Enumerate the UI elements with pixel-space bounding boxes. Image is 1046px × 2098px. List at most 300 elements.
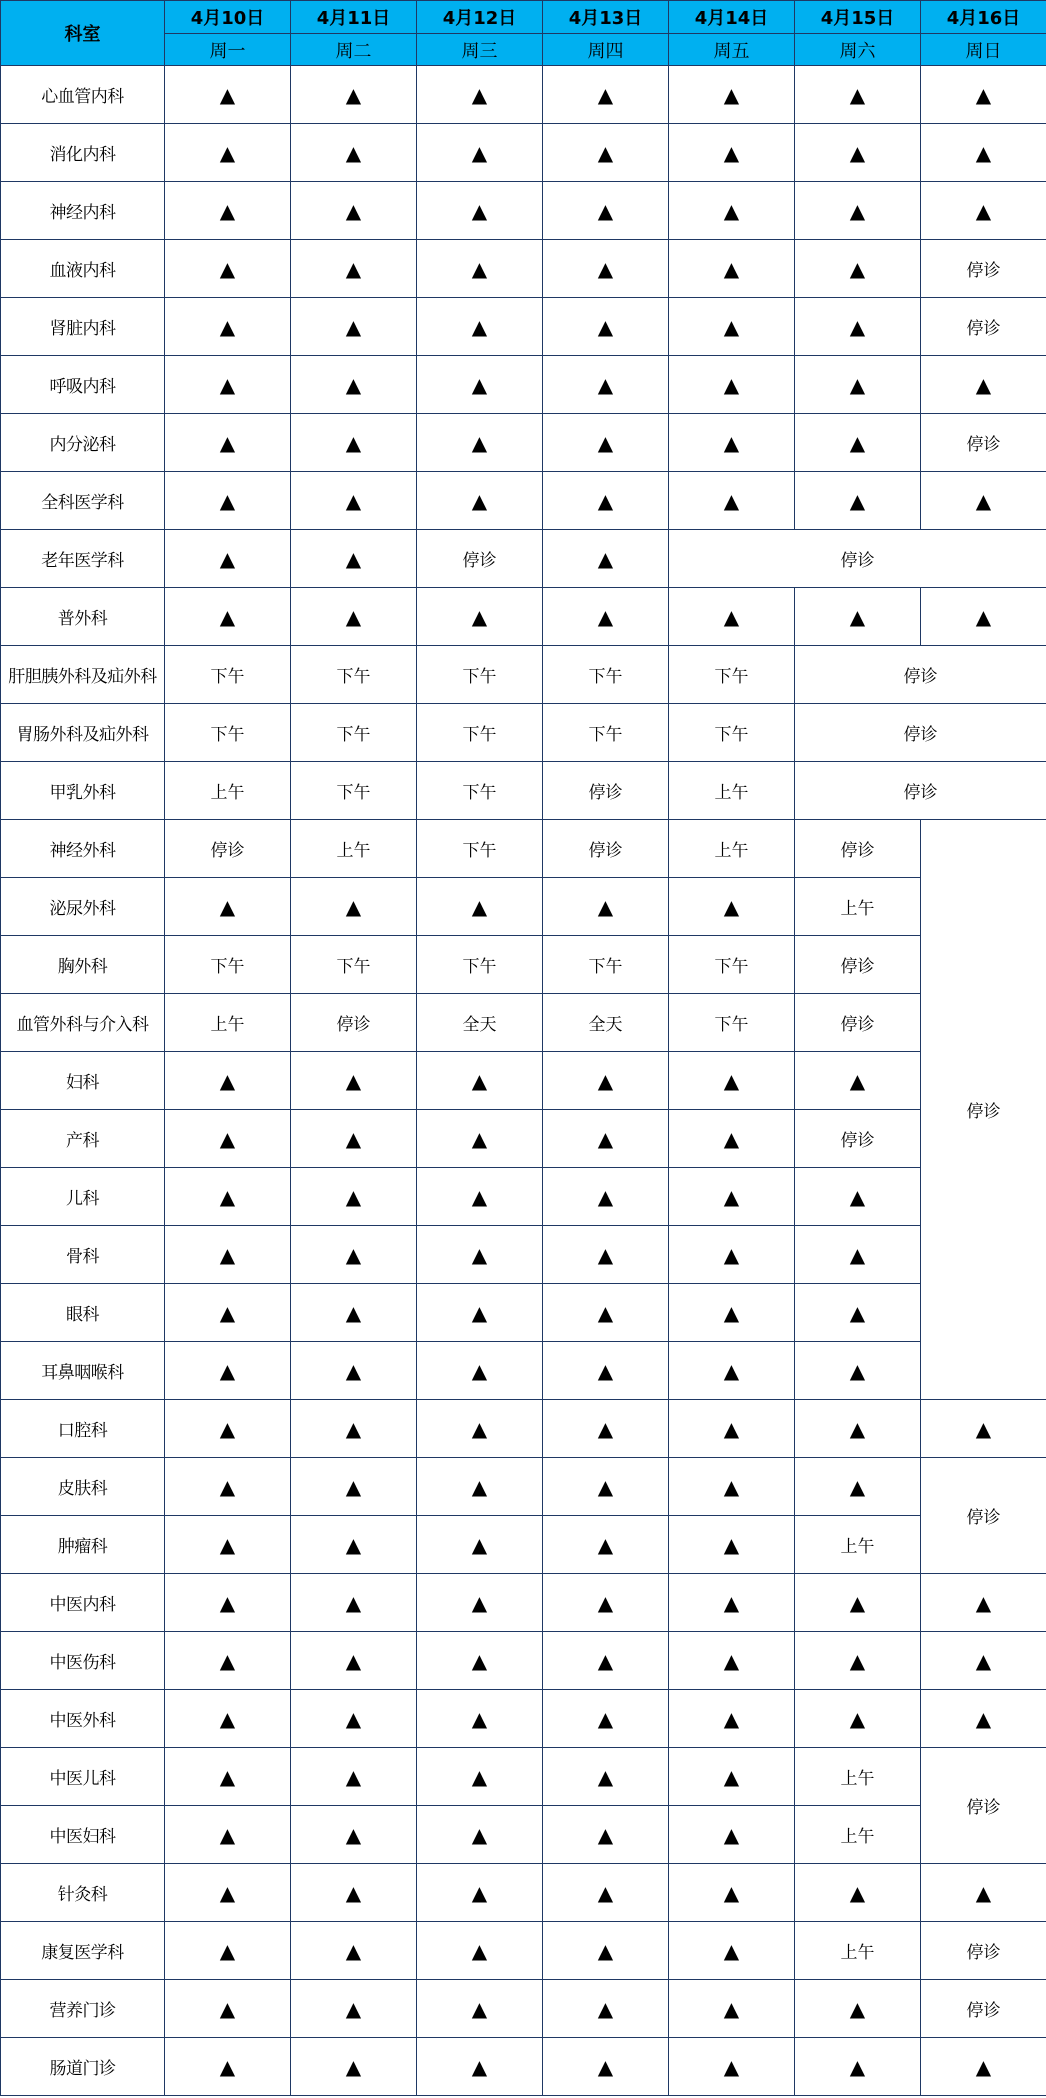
schedule-cell: 停诊: [795, 994, 921, 1052]
schedule-cell: ▲: [669, 878, 795, 936]
schedule-cell: 下午: [165, 704, 291, 762]
table-row: [1, 762, 1046, 820]
schedule-cell: 下午: [291, 646, 417, 704]
department-name: 肠道门诊: [1, 2038, 165, 2096]
schedule-cell: ▲: [165, 1632, 291, 1690]
schedule-cell: ▲: [669, 1284, 795, 1342]
schedule-cell: ▲: [291, 1168, 417, 1226]
schedule-cell: ▲: [291, 66, 417, 124]
schedule-cell: ▲: [291, 1342, 417, 1400]
schedule-cell: ▲: [417, 1052, 543, 1110]
department-name: 肾脏内科: [1, 298, 165, 356]
schedule-cell: 下午: [417, 820, 543, 878]
schedule-cell: ▲: [417, 1632, 543, 1690]
schedule-cell: ▲: [417, 240, 543, 298]
table-header: [1, 1, 1046, 66]
schedule-cell: ▲: [417, 1806, 543, 1864]
schedule-cell: ▲: [291, 182, 417, 240]
department-name: 肝胆胰外科及疝外科: [1, 646, 165, 704]
schedule-cell: ▲: [795, 1690, 921, 1748]
schedule-cell: ▲: [669, 1864, 795, 1922]
schedule-cell: 下午: [417, 762, 543, 820]
schedule-cell: ▲: [543, 2038, 669, 2096]
table-row: [1, 1400, 1046, 1458]
schedule-cell: ▲: [669, 414, 795, 472]
schedule-cell: ▲: [417, 878, 543, 936]
date-header: 4月15日: [795, 1, 921, 34]
schedule-cell: ▲: [921, 472, 1046, 530]
schedule-cell: ▲: [921, 356, 1046, 414]
schedule-cell: 停诊: [795, 936, 921, 994]
schedule-cell: ▲: [543, 240, 669, 298]
schedule-cell: ▲: [417, 1574, 543, 1632]
department-name: 甲乳外科: [1, 762, 165, 820]
schedule-cell: ▲: [291, 530, 417, 588]
schedule-cell: ▲: [417, 414, 543, 472]
weekday-header: 周二: [291, 34, 417, 66]
schedule-cell: ▲: [291, 588, 417, 646]
schedule-cell: ▲: [417, 2038, 543, 2096]
schedule-cell: ▲: [165, 530, 291, 588]
table-row: [1, 1690, 1046, 1748]
schedule-cell: ▲: [795, 1632, 921, 1690]
schedule-cell: ▲: [291, 1748, 417, 1806]
schedule-cell: ▲: [165, 1922, 291, 1980]
department-name: 肿瘤科: [1, 1516, 165, 1574]
schedule-cell: 上午: [165, 762, 291, 820]
schedule-cell: ▲: [795, 414, 921, 472]
schedule-cell: 停诊: [921, 240, 1046, 298]
weekday-header: 周五: [669, 34, 795, 66]
schedule-cell: ▲: [543, 1342, 669, 1400]
schedule-cell: 上午: [165, 994, 291, 1052]
department-name: 血液内科: [1, 240, 165, 298]
schedule-cell: ▲: [669, 1226, 795, 1284]
schedule-cell: ▲: [417, 1690, 543, 1748]
schedule-cell: ▲: [795, 356, 921, 414]
schedule-cell: 停诊: [795, 762, 1046, 820]
schedule-cell: 停诊: [921, 1748, 1046, 1864]
table-row: [1, 1748, 1046, 1806]
schedule-cell: ▲: [417, 124, 543, 182]
schedule-cell: ▲: [669, 66, 795, 124]
schedule-cell: ▲: [795, 124, 921, 182]
schedule-cell: 停诊: [543, 762, 669, 820]
department-name: 中医伤科: [1, 1632, 165, 1690]
table-row: [1, 1458, 1046, 1516]
schedule-cell: 下午: [291, 762, 417, 820]
department-name: 妇科: [1, 1052, 165, 1110]
weekday-header: 周三: [417, 34, 543, 66]
schedule-cell: ▲: [165, 1226, 291, 1284]
schedule-cell: 下午: [543, 936, 669, 994]
schedule-cell: ▲: [543, 472, 669, 530]
schedule-cell: ▲: [291, 472, 417, 530]
schedule-cell: ▲: [543, 1516, 669, 1574]
schedule-cell: ▲: [165, 414, 291, 472]
table-row: [1, 124, 1046, 182]
schedule-cell: ▲: [291, 1052, 417, 1110]
table-row: [1, 414, 1046, 472]
schedule-cell: ▲: [417, 1864, 543, 1922]
weekday-header: 周四: [543, 34, 669, 66]
weekday-header: 周六: [795, 34, 921, 66]
schedule-cell: ▲: [543, 1806, 669, 1864]
schedule-cell: 下午: [543, 704, 669, 762]
schedule-cell: ▲: [291, 878, 417, 936]
schedule-cell: ▲: [165, 878, 291, 936]
table-row: [1, 1922, 1046, 1980]
schedule-cell: ▲: [165, 356, 291, 414]
schedule-cell: ▲: [543, 530, 669, 588]
schedule-cell: ▲: [921, 1632, 1046, 1690]
department-name: 口腔科: [1, 1400, 165, 1458]
department-name: 心血管内科: [1, 66, 165, 124]
department-name: 针灸科: [1, 1864, 165, 1922]
schedule-cell: ▲: [291, 1864, 417, 1922]
schedule-cell: ▲: [669, 1458, 795, 1516]
table-row: [1, 1168, 1046, 1226]
schedule-cell: ▲: [669, 2038, 795, 2096]
schedule-cell: ▲: [165, 1110, 291, 1168]
schedule-cell: ▲: [543, 1168, 669, 1226]
schedule-cell: ▲: [291, 1284, 417, 1342]
schedule-cell: ▲: [165, 1284, 291, 1342]
schedule-cell: ▲: [669, 1574, 795, 1632]
schedule-cell: ▲: [417, 1400, 543, 1458]
schedule-cell: ▲: [165, 2038, 291, 2096]
schedule-cell: ▲: [795, 1864, 921, 1922]
department-name: 皮肤科: [1, 1458, 165, 1516]
schedule-cell: ▲: [921, 1690, 1046, 1748]
schedule-cell: ▲: [543, 1052, 669, 1110]
schedule-cell: ▲: [417, 1168, 543, 1226]
schedule-cell: ▲: [165, 1052, 291, 1110]
schedule-cell: ▲: [795, 240, 921, 298]
schedule-cell: 下午: [291, 704, 417, 762]
schedule-cell: ▲: [669, 472, 795, 530]
schedule-cell: 上午: [669, 762, 795, 820]
schedule-cell: ▲: [291, 414, 417, 472]
schedule-cell: ▲: [291, 298, 417, 356]
schedule-cell: ▲: [291, 1690, 417, 1748]
table-row: [1, 530, 1046, 588]
department-name: 中医儿科: [1, 1748, 165, 1806]
table-row: [1, 2038, 1046, 2096]
date-header: 4月10日: [165, 1, 291, 34]
department-name: 中医内科: [1, 1574, 165, 1632]
schedule-cell: ▲: [165, 1342, 291, 1400]
weekday-header: 周日: [921, 34, 1046, 66]
department-name: 产科: [1, 1110, 165, 1168]
schedule-cell: ▲: [669, 356, 795, 414]
schedule-cell: ▲: [669, 1748, 795, 1806]
schedule-cell: 上午: [795, 1748, 921, 1806]
schedule-cell: ▲: [669, 1052, 795, 1110]
department-name: 普外科: [1, 588, 165, 646]
schedule-cell: 下午: [669, 936, 795, 994]
table-row: [1, 182, 1046, 240]
schedule-cell: 停诊: [921, 1980, 1046, 2038]
schedule-cell: ▲: [795, 1980, 921, 2038]
schedule-cell: ▲: [669, 298, 795, 356]
schedule-cell: ▲: [669, 1632, 795, 1690]
schedule-cell: ▲: [669, 588, 795, 646]
schedule-cell: ▲: [417, 1226, 543, 1284]
schedule-cell: ▲: [417, 588, 543, 646]
schedule-cell: ▲: [669, 1168, 795, 1226]
table-row: [1, 1052, 1046, 1110]
schedule-cell: ▲: [543, 182, 669, 240]
department-name: 中医妇科: [1, 1806, 165, 1864]
schedule-cell: ▲: [795, 588, 921, 646]
schedule-cell: ▲: [291, 1922, 417, 1980]
schedule-cell: ▲: [417, 1516, 543, 1574]
schedule-cell: ▲: [165, 182, 291, 240]
table-row: [1, 1806, 1046, 1864]
schedule-cell: ▲: [165, 66, 291, 124]
schedule-cell: 停诊: [921, 1458, 1046, 1574]
schedule-cell: ▲: [543, 1458, 669, 1516]
table-row: [1, 1574, 1046, 1632]
department-name: 神经外科: [1, 820, 165, 878]
schedule-cell: 停诊: [669, 530, 1046, 588]
schedule-cell: 停诊: [795, 820, 921, 878]
schedule-cell: ▲: [165, 1168, 291, 1226]
schedule-cell: 下午: [417, 704, 543, 762]
table-row: [1, 298, 1046, 356]
schedule-cell: ▲: [543, 124, 669, 182]
schedule-cell: 停诊: [921, 1922, 1046, 1980]
schedule-cell: ▲: [543, 1110, 669, 1168]
schedule-cell: 下午: [669, 994, 795, 1052]
dept-column-header: 科室: [1, 1, 165, 66]
schedule-cell: 全天: [417, 994, 543, 1052]
schedule-cell: 下午: [669, 646, 795, 704]
schedule-cell: ▲: [165, 1400, 291, 1458]
schedule-cell: 下午: [669, 704, 795, 762]
schedule-cell: ▲: [795, 1574, 921, 1632]
schedule-cell: ▲: [543, 356, 669, 414]
schedule-cell: ▲: [795, 1400, 921, 1458]
table-row: [1, 1864, 1046, 1922]
schedule-cell: ▲: [669, 1516, 795, 1574]
schedule-cell: 上午: [795, 1806, 921, 1864]
schedule-cell: ▲: [543, 414, 669, 472]
schedule-cell: ▲: [921, 1400, 1046, 1458]
table-body: [1, 66, 1046, 2096]
schedule-cell: 停诊: [417, 530, 543, 588]
schedule-cell: ▲: [543, 1690, 669, 1748]
schedule-cell: ▲: [669, 1400, 795, 1458]
schedule-cell: ▲: [921, 2038, 1046, 2096]
schedule-cell: ▲: [669, 1806, 795, 1864]
date-header: 4月11日: [291, 1, 417, 34]
schedule-cell: ▲: [417, 356, 543, 414]
schedule-cell: ▲: [291, 356, 417, 414]
schedule-cell: ▲: [417, 182, 543, 240]
department-name: 消化内科: [1, 124, 165, 182]
schedule-cell: ▲: [165, 124, 291, 182]
department-name: 神经内科: [1, 182, 165, 240]
table-row: [1, 356, 1046, 414]
schedule-cell: ▲: [669, 1110, 795, 1168]
schedule-cell: ▲: [165, 1690, 291, 1748]
table-row: [1, 66, 1046, 124]
table-row: [1, 820, 1046, 878]
table-row: [1, 1516, 1046, 1574]
schedule-cell: ▲: [165, 472, 291, 530]
schedule-cell: ▲: [795, 1458, 921, 1516]
schedule-cell: ▲: [543, 1632, 669, 1690]
schedule-cell: ▲: [795, 298, 921, 356]
schedule-cell: 下午: [291, 936, 417, 994]
schedule-cell: ▲: [669, 240, 795, 298]
weekday-header: 周一: [165, 34, 291, 66]
department-name: 泌尿外科: [1, 878, 165, 936]
schedule-cell: ▲: [921, 182, 1046, 240]
table-row: [1, 588, 1046, 646]
schedule-cell: ▲: [669, 1980, 795, 2038]
schedule-cell: ▲: [291, 1516, 417, 1574]
schedule-cell: ▲: [291, 1632, 417, 1690]
schedule-cell: 停诊: [795, 646, 1046, 704]
department-name: 全科医学科: [1, 472, 165, 530]
header-date-row: [1, 1, 1046, 34]
schedule-cell: ▲: [921, 66, 1046, 124]
schedule-cell: ▲: [165, 1806, 291, 1864]
schedule-cell: ▲: [795, 66, 921, 124]
schedule-cell: ▲: [543, 588, 669, 646]
table-row: [1, 1980, 1046, 2038]
schedule-cell: ▲: [795, 1168, 921, 1226]
schedule-cell: ▲: [291, 2038, 417, 2096]
table-row: [1, 936, 1046, 994]
schedule-cell: ▲: [165, 240, 291, 298]
schedule-cell: ▲: [543, 1980, 669, 2038]
table-row: [1, 1632, 1046, 1690]
schedule-cell: ▲: [291, 1226, 417, 1284]
schedule-cell: ▲: [417, 1110, 543, 1168]
schedule-cell: ▲: [165, 1864, 291, 1922]
schedule-cell: ▲: [795, 1342, 921, 1400]
department-name: 儿科: [1, 1168, 165, 1226]
schedule-cell: ▲: [165, 1458, 291, 1516]
schedule-cell: ▲: [795, 1226, 921, 1284]
schedule-cell: 停诊: [795, 704, 1046, 762]
department-name: 呼吸内科: [1, 356, 165, 414]
schedule-cell: 下午: [543, 646, 669, 704]
schedule-cell: ▲: [669, 1342, 795, 1400]
schedule-cell: ▲: [921, 588, 1046, 646]
table-row: [1, 472, 1046, 530]
schedule-cell: 停诊: [543, 820, 669, 878]
schedule-cell: ▲: [543, 66, 669, 124]
table-row: [1, 646, 1046, 704]
schedule-cell: 下午: [165, 646, 291, 704]
department-name: 血管外科与介入科: [1, 994, 165, 1052]
table-row: [1, 1284, 1046, 1342]
schedule-cell: ▲: [921, 1574, 1046, 1632]
schedule-cell: ▲: [165, 1980, 291, 2038]
schedule-cell: 下午: [417, 646, 543, 704]
schedule-cell: ▲: [417, 1342, 543, 1400]
schedule-cell: ▲: [165, 298, 291, 356]
schedule-cell: ▲: [417, 472, 543, 530]
schedule-cell: 上午: [795, 878, 921, 936]
schedule-cell: ▲: [291, 1980, 417, 2038]
schedule-cell: ▲: [921, 124, 1046, 182]
schedule-cell: ▲: [795, 1052, 921, 1110]
table-row: [1, 1342, 1046, 1400]
schedule-cell: 上午: [669, 820, 795, 878]
department-name: 眼科: [1, 1284, 165, 1342]
schedule-cell: ▲: [543, 1574, 669, 1632]
schedule-cell: ▲: [543, 878, 669, 936]
schedule-cell: 停诊: [291, 994, 417, 1052]
schedule-cell: ▲: [795, 182, 921, 240]
schedule-cell: ▲: [417, 1284, 543, 1342]
schedule-cell: ▲: [291, 1806, 417, 1864]
date-header: 4月13日: [543, 1, 669, 34]
schedule-cell: ▲: [669, 182, 795, 240]
schedule-cell: ▲: [543, 1748, 669, 1806]
schedule-cell: ▲: [165, 1574, 291, 1632]
department-name: 中医外科: [1, 1690, 165, 1748]
schedule-cell: 下午: [417, 936, 543, 994]
schedule-cell: ▲: [417, 1458, 543, 1516]
schedule-cell: ▲: [417, 1922, 543, 1980]
schedule-cell: 停诊: [921, 820, 1046, 1400]
department-name: 内分泌科: [1, 414, 165, 472]
schedule-cell: 停诊: [795, 1110, 921, 1168]
schedule-cell: 上午: [795, 1516, 921, 1574]
schedule-cell: 全天: [543, 994, 669, 1052]
date-header: 4月14日: [669, 1, 795, 34]
department-name: 胸外科: [1, 936, 165, 994]
department-name: 康复医学科: [1, 1922, 165, 1980]
schedule-cell: ▲: [291, 240, 417, 298]
schedule-cell: ▲: [417, 1748, 543, 1806]
schedule-cell: ▲: [669, 1922, 795, 1980]
department-name: 骨科: [1, 1226, 165, 1284]
schedule-cell: 上午: [291, 820, 417, 878]
schedule-cell: ▲: [417, 298, 543, 356]
schedule-cell: ▲: [291, 1458, 417, 1516]
table-row: [1, 878, 1046, 936]
department-name: 营养门诊: [1, 1980, 165, 2038]
schedule-cell: ▲: [795, 472, 921, 530]
schedule-cell: ▲: [543, 1864, 669, 1922]
schedule-cell: ▲: [291, 124, 417, 182]
schedule-cell: ▲: [165, 1516, 291, 1574]
schedule-cell: 停诊: [165, 820, 291, 878]
schedule-cell: ▲: [291, 1110, 417, 1168]
schedule-cell: ▲: [795, 2038, 921, 2096]
schedule-cell: ▲: [921, 1864, 1046, 1922]
schedule-cell: ▲: [543, 1922, 669, 1980]
schedule-cell: ▲: [543, 298, 669, 356]
department-name: 老年医学科: [1, 530, 165, 588]
table-row: [1, 994, 1046, 1052]
schedule-cell: ▲: [669, 1690, 795, 1748]
schedule-cell: 停诊: [921, 414, 1046, 472]
schedule-cell: ▲: [165, 1748, 291, 1806]
schedule-cell: ▲: [165, 588, 291, 646]
department-name: 胃肠外科及疝外科: [1, 704, 165, 762]
schedule-cell: 上午: [795, 1922, 921, 1980]
schedule-cell: ▲: [417, 1980, 543, 2038]
